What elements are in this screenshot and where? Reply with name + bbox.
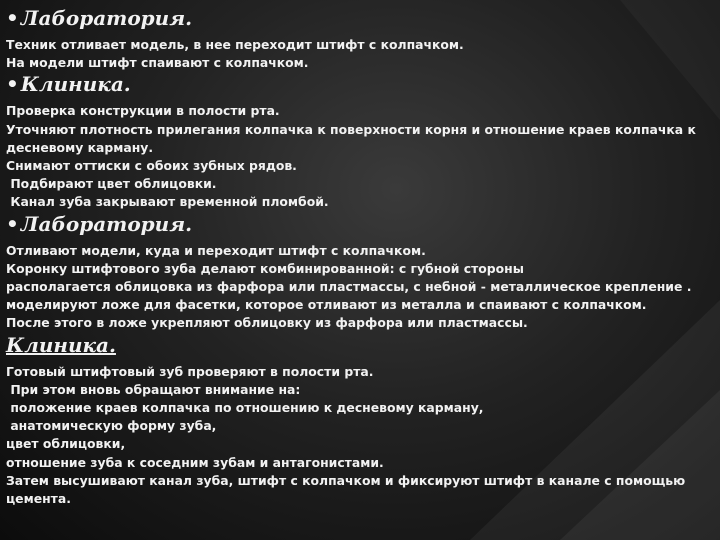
text-line: Готовый штифтовый зуб проверяют в полости рта.	[6, 363, 374, 379]
text-line: При этом вновь обращают внимание на:	[6, 381, 301, 397]
text-line: Снимают оттиски с обоих зубных рядов.	[6, 158, 297, 174]
text-line: Коронку штифтового зуба делают комбинированной: с губной стороны	[6, 260, 524, 276]
text-line: моделируют ложе для фасетки, которое отливают из металла и спаивают с колпачком.	[6, 297, 647, 313]
section-heading-clinic-2: Клиника.	[6, 332, 116, 357]
text-line: положение краев колпачка по отношению к десневому карману,	[6, 400, 484, 416]
text-line: десневому карману.	[6, 139, 154, 155]
section-heading-laboratory-2: • Лаборатория.	[6, 211, 193, 236]
text-line: Техник отливает модель, в нее переходит штифт с колпачком.	[6, 37, 464, 52]
bullet-icon: •	[6, 211, 19, 236]
text-line: Уточняют плотность прилегания колпачка к поверхности корня и отношение краев колпачка к	[6, 121, 696, 137]
section-heading-laboratory-1: • Лаборатория.	[6, 6, 193, 30]
text-line: цемента.	[6, 491, 71, 507]
bullet-icon: •	[6, 72, 19, 97]
text-line: анатомическую форму зуба,	[6, 418, 217, 434]
section-heading-clinic-1: • Клиника.	[6, 72, 131, 97]
text-line: Подбирают цвет облицовки.	[6, 176, 217, 192]
text-line: Отливают модели, куда и переходит штифт с колпачком.	[6, 242, 426, 258]
text-line: располагается облицовка из фарфора или пластмассы, с небной - металлическое крепление .	[6, 279, 692, 295]
text-line: цвет облицовки,	[6, 436, 126, 452]
text-line: После этого в ложе укрепляют облицовку из фарфора или пластмассы.	[6, 315, 528, 331]
slide-content	[6, 6, 706, 508]
text-line: Проверка конструкции в полости рта.	[6, 103, 280, 119]
text-line: На модели штифт спаивают с колпачком.	[6, 55, 309, 71]
text-line: Затем высушивают канал зуба, штифт с колпачком и фиксируют штифт в канале с помощью	[6, 472, 686, 488]
text-line: Канал зуба закрывают временной пломбой.	[6, 194, 329, 210]
text-line: отношение зуба к соседним зубам и антагонистами.	[6, 454, 384, 470]
bullet-icon: •	[6, 6, 19, 30]
